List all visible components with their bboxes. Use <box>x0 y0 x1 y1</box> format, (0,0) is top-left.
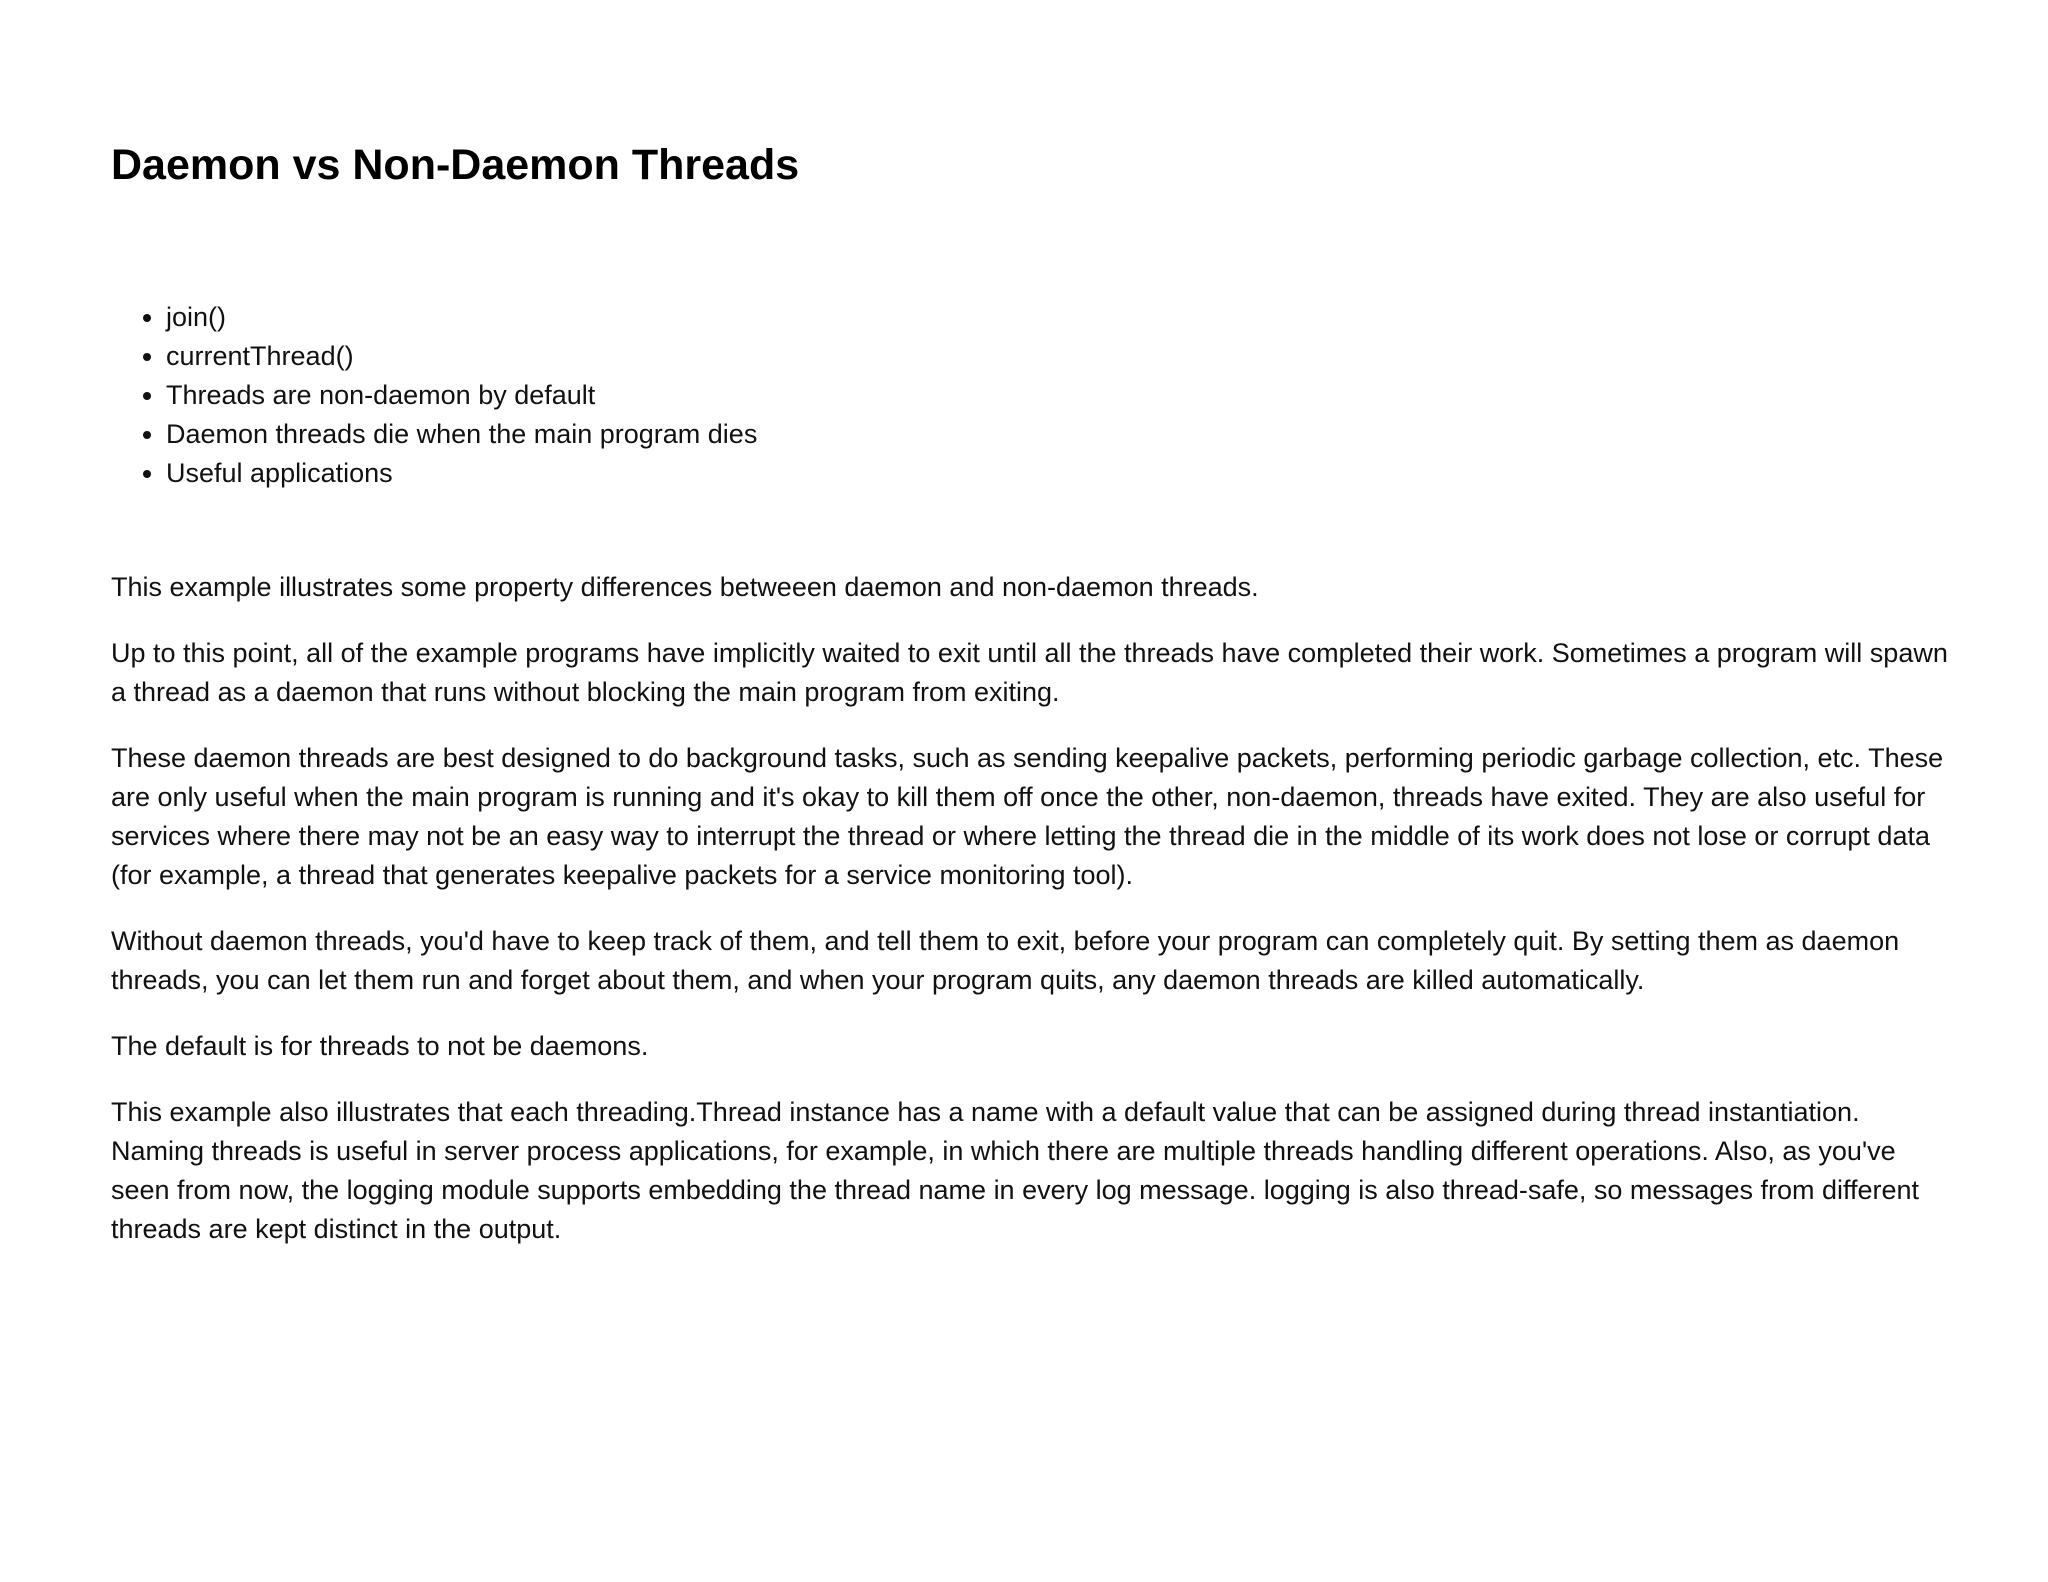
paragraph: The default is for threads to not be daemons. <box>111 1031 649 1061</box>
page-title: Daemon vs Non-Daemon Threads <box>111 141 800 189</box>
paragraph: Up to this point, all of the example programs have implicitly waited to exit until all the threads have completed their work. Sometimes a program will spawn a thread as a daemon that runs without blocking the main program from exiting. <box>111 638 1948 707</box>
list-item: • currentThread() <box>166 337 757 376</box>
body-text <box>111 568 1951 1276</box>
paragraph: Without daemon threads, you'd have to keep track of them, and tell them to exit, before your program can completely quit. By setting them as daemon threads, you can let them run and forget about them, and when your program quits, any daemon threads are killed automatically. <box>111 926 1900 995</box>
paragraph: These daemon threads are best designed to do background tasks, such as sending keepalive packets, performing periodic garbage collection, etc. These are only useful when the main program is running and it's okay to kill them off once the other, non-daemon, threads have exited. They are also useful for services where there may not be an easy way to interrupt the thread or where letting the thread die in the middle of its work does not lose or corrupt data (for example, a thread that generates keepalive packets for a service monitoring tool). <box>111 743 1944 890</box>
paragraph: This example illustrates some property differences betweeen daemon and non-daemon threads. <box>111 572 1259 602</box>
list-item: • Threads are non-daemon by default <box>166 376 757 415</box>
paragraph: This example also illustrates that each threading.Thread instance has a name with a default value that can be assigned during thread instantiation. Naming threads is useful in server process applications, for example, in which there are multiple threads handling different operations. Also, as you've seen from now, the logging module supports embedding the thread name in every log message. logging is also thread-safe, so messages from different threads are kept distinct in the output. <box>111 1097 1920 1244</box>
list-item: • join() <box>166 298 757 337</box>
list-item: • Daemon threads die when the main program dies <box>166 415 757 454</box>
list-item: • Useful applications <box>166 454 757 493</box>
topic-list <box>111 298 757 493</box>
